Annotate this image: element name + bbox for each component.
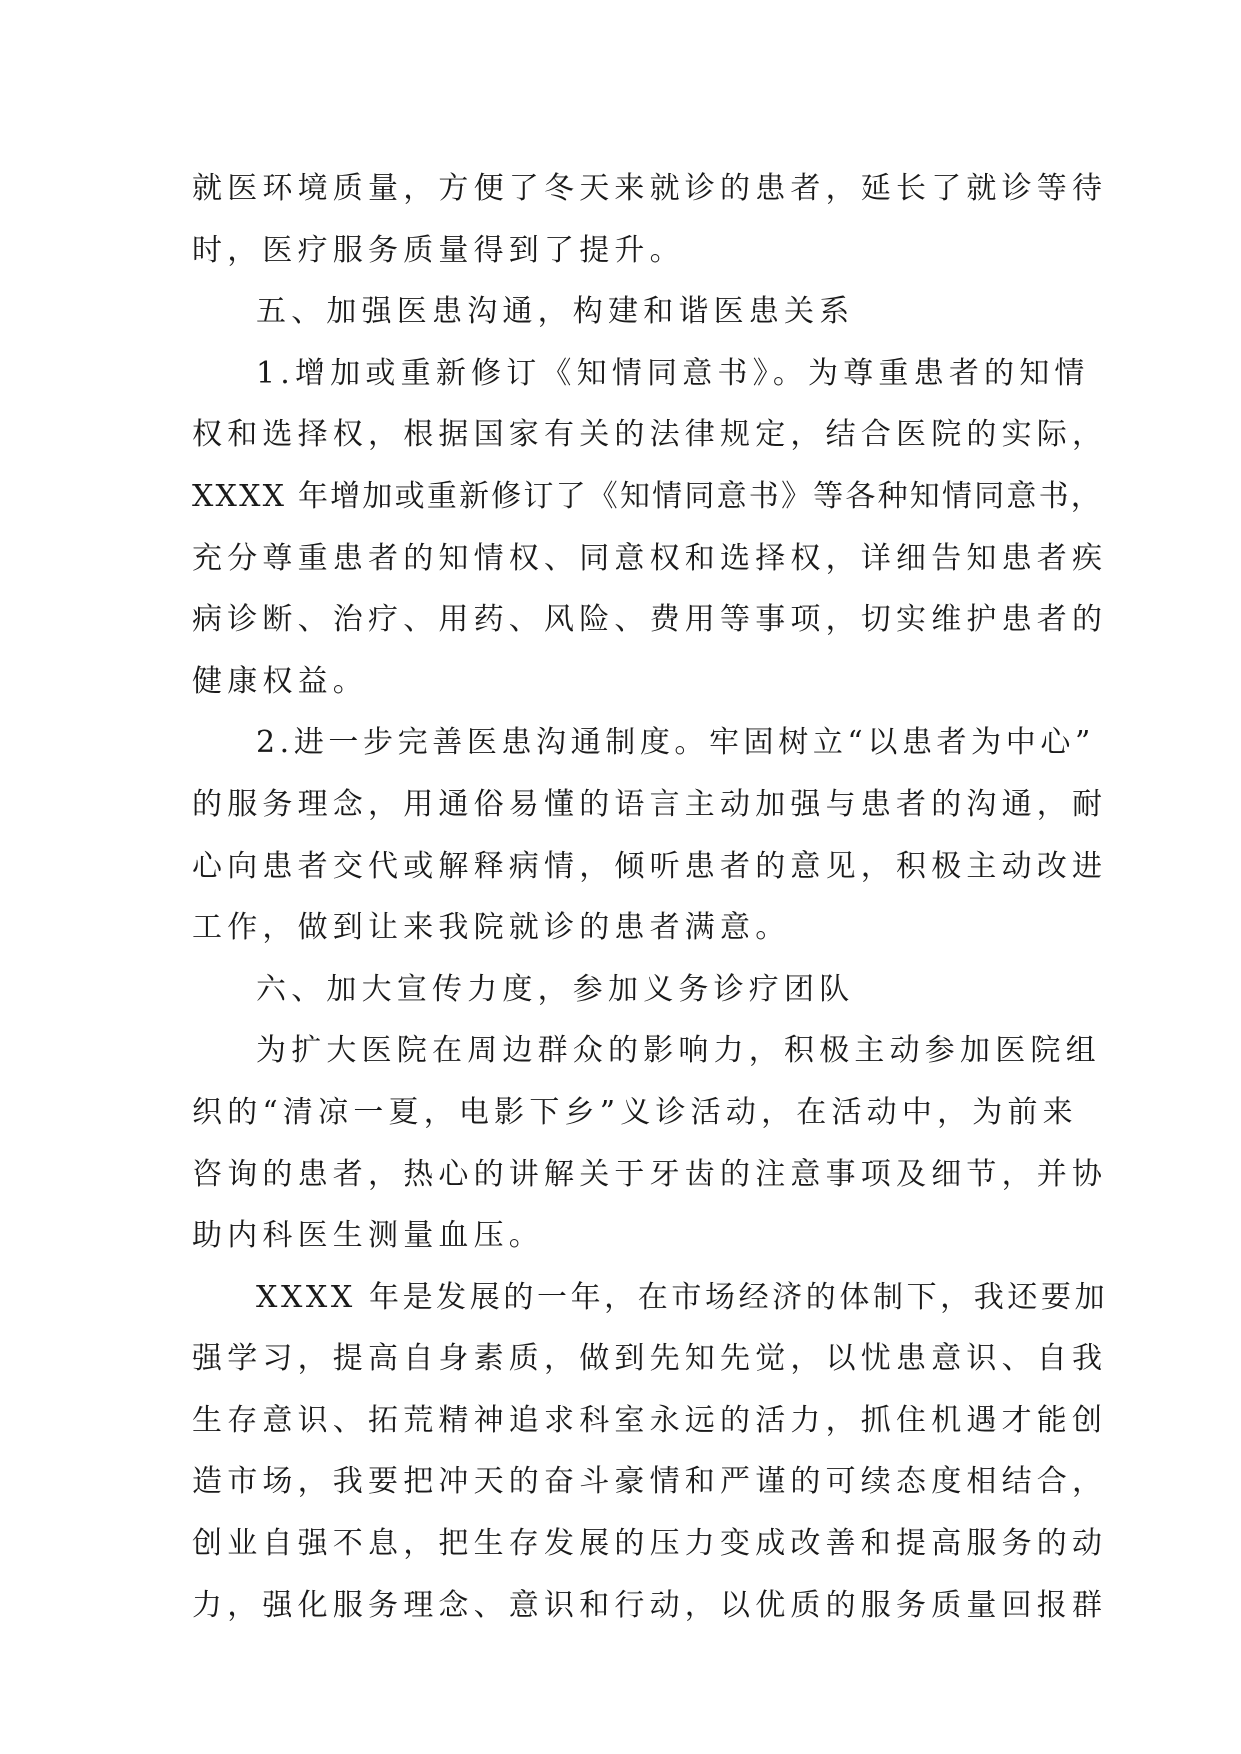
text-line: 充分尊重患者的知情权、同意权和选择权，详细告知患者疾 <box>192 540 1108 576</box>
text-line: 心向患者交代或解释病情，倾听患者的意见，积极主动改进 <box>192 848 1108 884</box>
text-line: 为扩大医院在周边群众的影响力，积极主动参加医院组 <box>256 1033 1101 1069</box>
text-line: 健康权益。 <box>192 663 368 699</box>
text-line: 权和选择权，根据国家有关的法律规定，结合医院的实际， <box>192 417 1108 453</box>
text-line: 工作，做到让来我院就诊的患者满意。 <box>192 910 791 946</box>
text-line: 强学习，提高自身素质，做到先知先觉，以忧患意识、自我 <box>192 1341 1108 1377</box>
text-line: 时，医疗服务质量得到了提升。 <box>192 232 685 268</box>
text-line: 织的“清凉一夏，电影下乡”义诊活动，在活动中，为前来 <box>192 1094 1078 1130</box>
text-line: 的服务理念，用通俗易懂的语言主动加强与患者的沟通，耐 <box>192 786 1108 822</box>
text-line: 造市场，我要把冲天的奋斗豪情和严谨的可续态度相结合， <box>192 1464 1108 1500</box>
text-line: 1.增加或重新修订《知情同意书》。为尊重患者的知情 <box>256 355 1090 391</box>
text-line: 就医环境质量，方便了冬天来就诊的患者，延长了就诊等待 <box>192 171 1108 206</box>
text-line: 力，强化服务理念、意识和行动，以优质的服务质量回报群 <box>192 1587 1108 1623</box>
text-line: 生存意识、拓荒精神追求科室永远的活力，抓住机遇才能创 <box>192 1402 1108 1438</box>
text-line: 助内科医生测量血压。 <box>192 1218 544 1254</box>
section-heading: 五、加强医患沟通，构建和谐医患关系 <box>256 294 855 330</box>
text-line: 咨询的患者，热心的讲解关于牙齿的注意事项及细节，并协 <box>192 1156 1108 1192</box>
text-line: XXXX 年增加或重新修订了《知情同意书》等各种知情同意书， <box>192 478 1103 514</box>
text-line: 2.进一步完善医患沟通制度。牢固树立“以患者为中心” <box>256 725 1095 761</box>
section-heading: 六、加大宣传力度，参加义务诊疗团队 <box>256 971 855 1007</box>
text-line: 病诊断、治疗、用药、风险、费用等事项，切实维护患者的 <box>192 602 1108 638</box>
body-text <box>192 158 1109 1636</box>
text-line: 创业自强不息，把生存发展的压力变成改善和提高服务的动 <box>192 1526 1108 1562</box>
text-line: XXXX 年是发展的一年，在市场经济的体制下，我还要加 <box>256 1279 1109 1315</box>
